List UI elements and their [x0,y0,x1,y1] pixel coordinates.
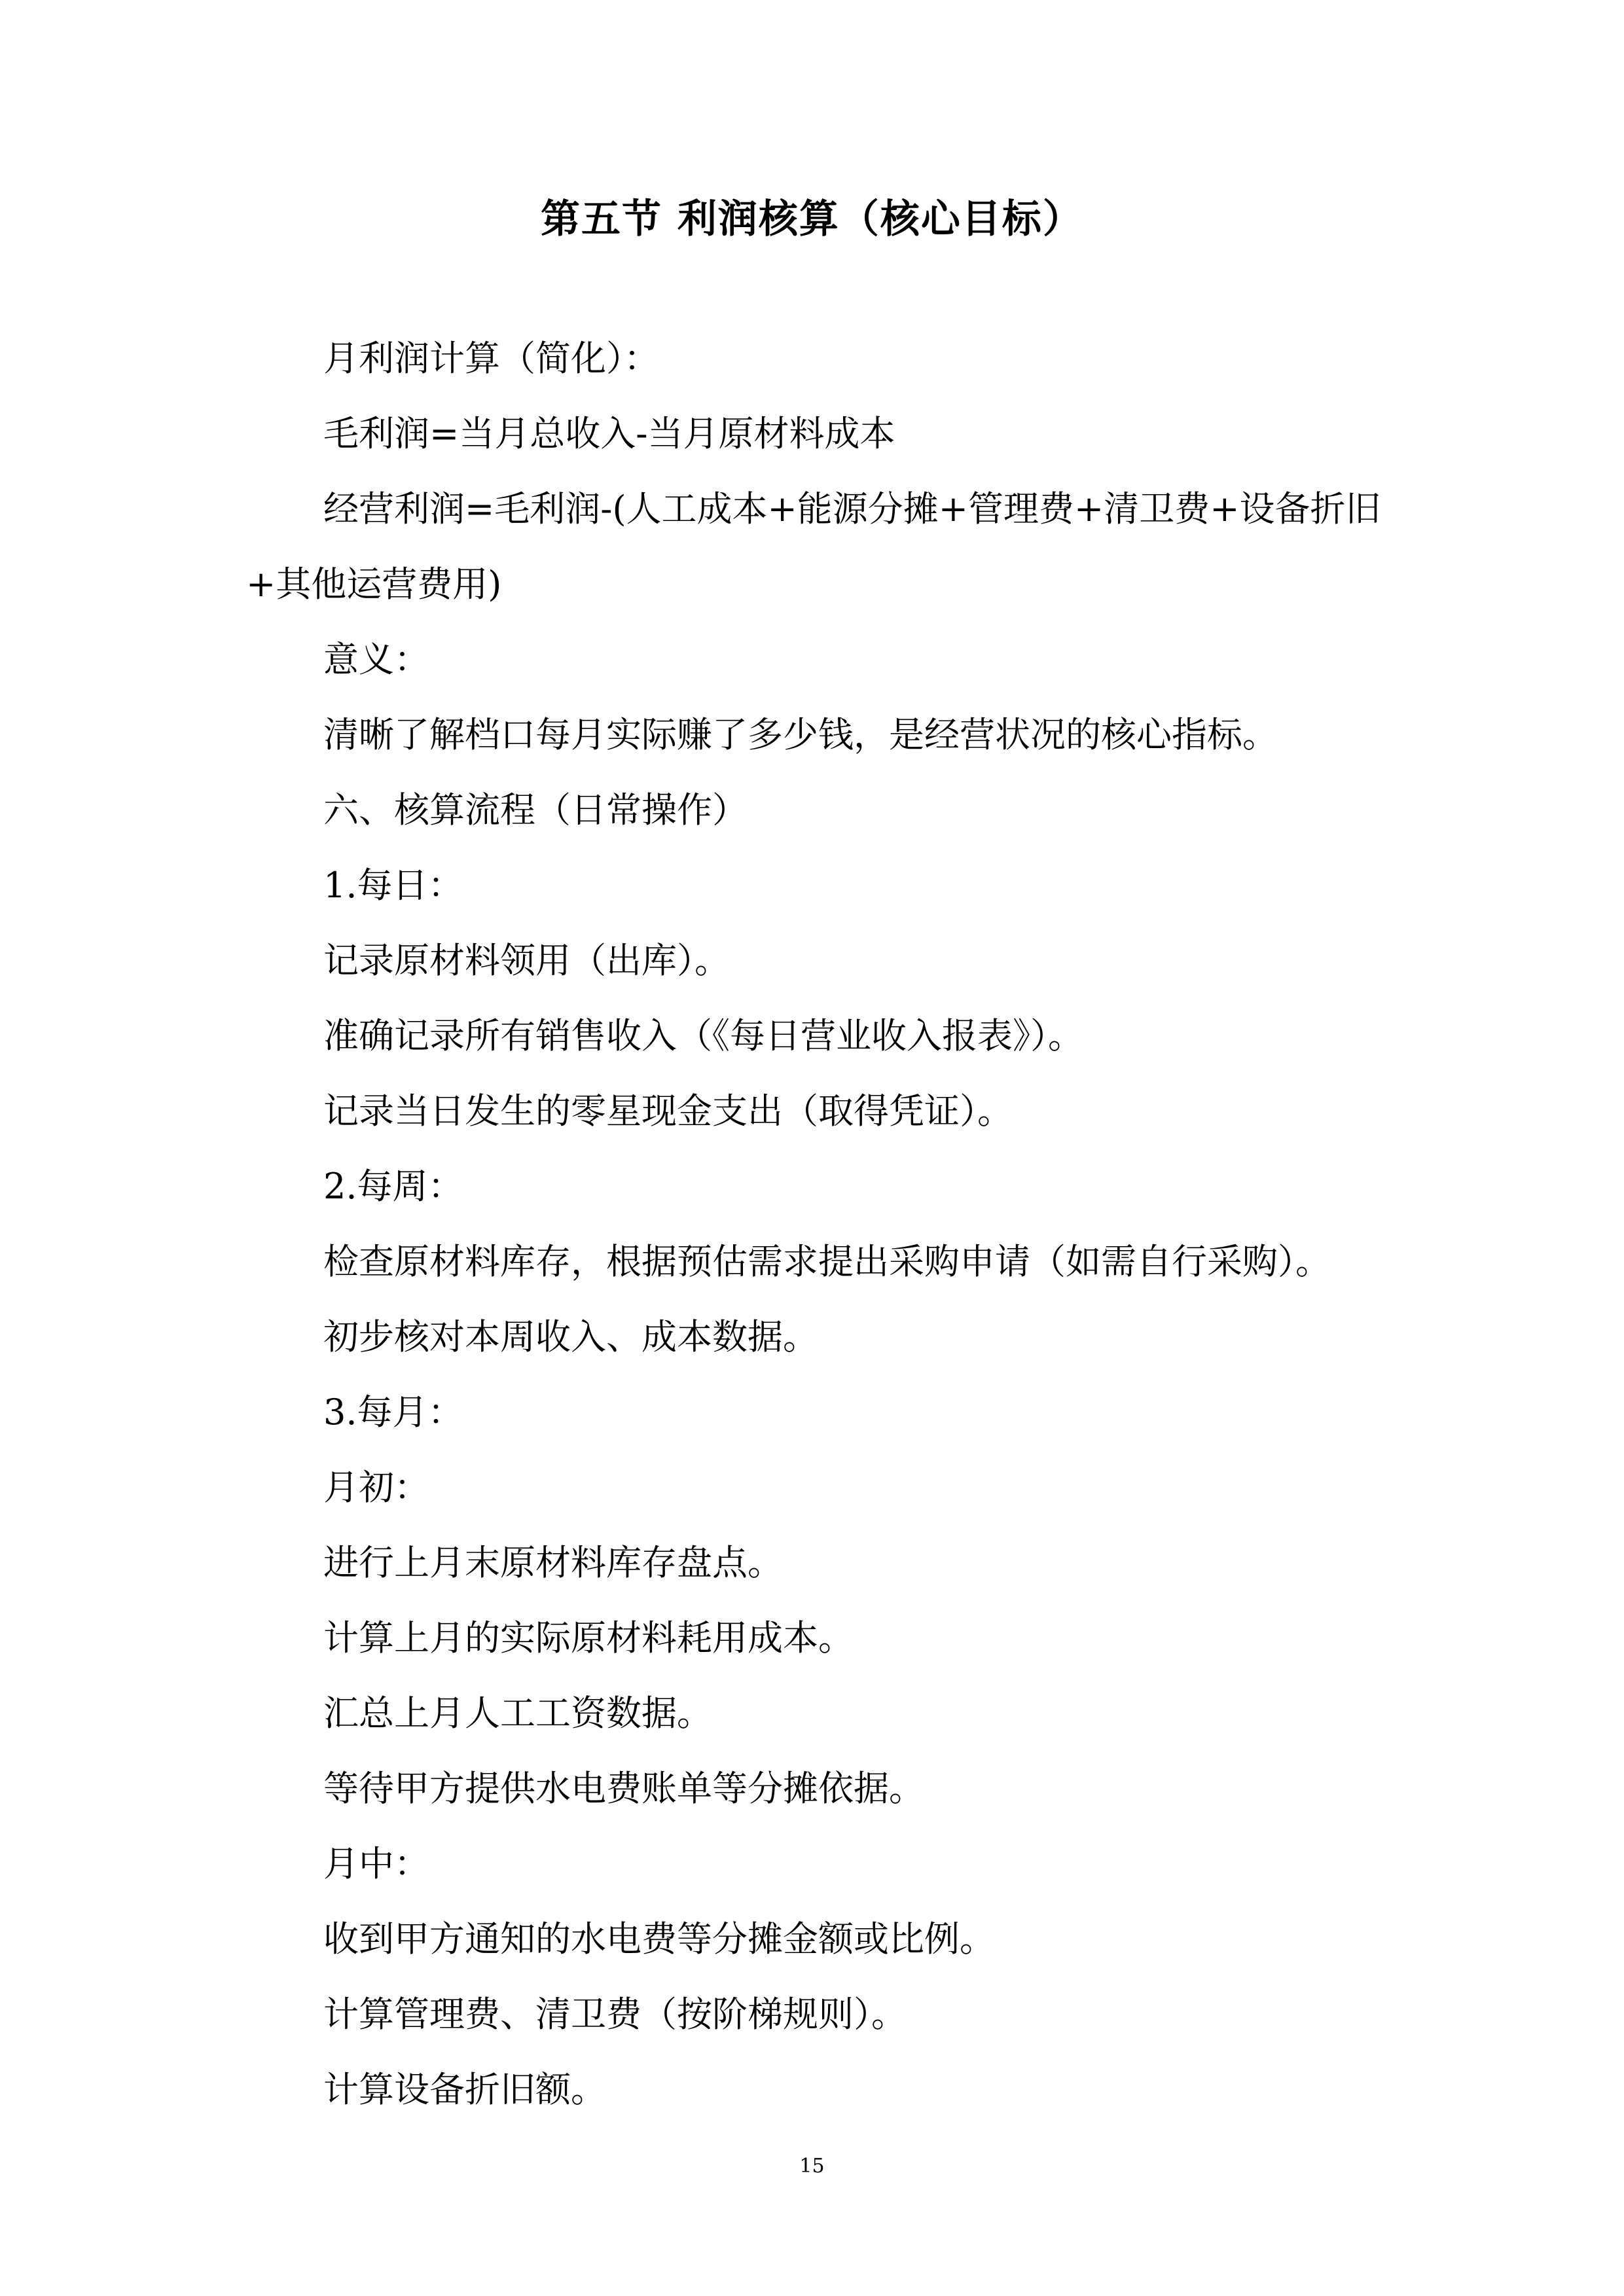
paragraph: 进行上月末原材料库存盘点。 [323,1542,783,1583]
paragraph: 记录原材料领用（出库）。 [323,940,730,981]
page-number: 15 [799,2155,825,2178]
paragraph: 收到甲方通知的水电费等分摊金额或比例。 [323,1918,995,1960]
paragraph: 月利润计算（简化）： [323,338,659,379]
paragraph: 准确记录所有销售收入（《每日营业收入报表》）。 [323,1015,1083,1056]
paragraph: 2.每周： [323,1166,463,1207]
paragraph: 初步核对本周收入、成本数据。 [323,1316,818,1357]
section-title: 第五节 利润核算（核心目标） [541,196,1083,242]
paragraph: 检查原材料库存，根据预估需求提出采购申请（如需自行采购）。 [323,1241,1331,1282]
paragraph: 经营利润=毛利润-(人工成本+能源分摊+管理费+清卫费+设备折旧+其他运营费用) [246,488,1381,605]
paragraph: 汇总上月人工工资数据。 [323,1693,712,1734]
paragraph: 六、核算流程（日常操作） [323,789,748,831]
paragraph: 计算管理费、清卫费（按阶梯规则）。 [323,1994,907,2035]
paragraph: 月初： [323,1467,429,1508]
document-body [246,321,1385,2127]
paragraph: 意义： [323,639,429,680]
paragraph: 计算设备折旧额。 [323,2069,606,2110]
paragraph: 毛利润=当月总收入-当月原材料成本 [323,413,895,454]
paragraph: 月中： [323,1843,429,1884]
paragraph: 3.每月： [323,1391,463,1433]
paragraph: 等待甲方提供水电费账单等分摊依据。 [323,1768,924,1809]
paragraph: 1.每日： [323,865,463,906]
paragraph: 记录当日发生的零星现金支出（取得凭证）。 [323,1090,1013,1132]
paragraph: 计算上月的实际原材料耗用成本。 [323,1617,854,1659]
paragraph: 清晰了解档口每月实际赚了多少钱，是经营状况的核心指标。 [323,714,1278,755]
